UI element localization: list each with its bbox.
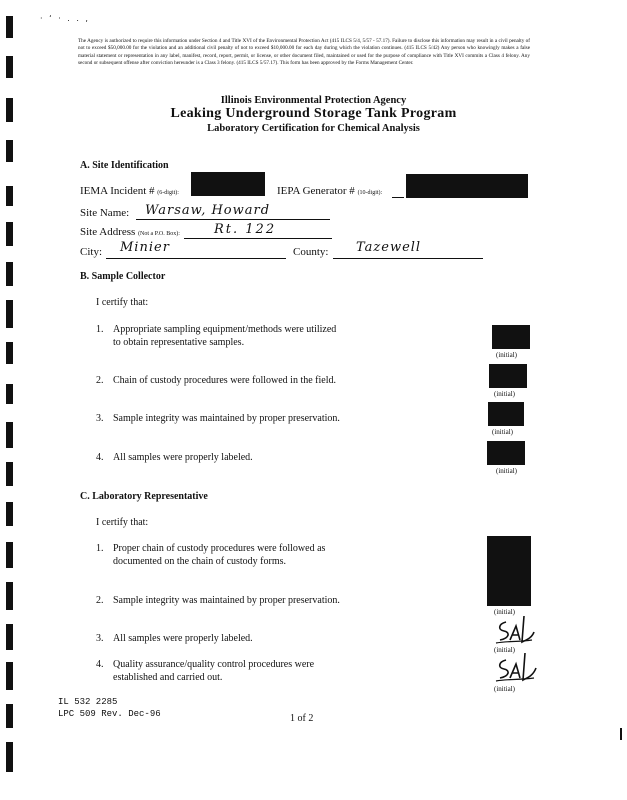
- initial-signature: [492, 650, 538, 686]
- collector-initial-box[interactable]: [492, 325, 530, 349]
- site-address-field[interactable]: [184, 238, 332, 239]
- scan-edge-mark: [6, 16, 13, 38]
- lab-item-text: Quality assurance/quality control procedures were: [113, 659, 315, 670]
- county-field[interactable]: [333, 258, 483, 259]
- collector-item-text: to obtain representative samples.: [113, 337, 245, 348]
- iepa-underline: [392, 197, 404, 198]
- lab-initial-box[interactable]: [487, 536, 531, 606]
- collector-item-text: All samples were properly labeled.: [113, 452, 253, 463]
- scan-edge-mark: [6, 582, 13, 610]
- collector-initial-box[interactable]: [488, 402, 524, 426]
- iepa-generator-field[interactable]: [406, 174, 528, 198]
- initial-label: (initial): [494, 646, 515, 654]
- scan-edge-mark: [6, 502, 13, 526]
- collector-item-text: Chain of custody procedures were followed in the field.: [113, 375, 336, 386]
- lab-item-num: 2.: [96, 595, 104, 606]
- program-title: Leaking Underground Storage Tank Program: [170, 106, 457, 121]
- lab-item-text: Proper chain of custody procedures were followed as: [113, 543, 326, 554]
- legal-disclaimer: The Agency is authorized to require this information under Section 4 and Title XVI of the Environmental Protection Act (415 ILCS 5/4, 5/57 - 57.17). Failure to disclose this information may result in a civil penalty of not to exceed $50,000.00 for the violation and an additional civil penalty of not to exceed $10,000.00 for each day during which the violation continues. (415 ILCS 5/42) Any person who knowingly makes a false material statement or representation in any label, manifest, record, report, permit, or license, or other document filed, maintained or used for the purpose of compliance with Title XVI commits a Class 4 felony. Any second or subsequent offense after conviction hereunder is a Class 3 felony. (415 ILCS 5/57.17). This form has been approved by the Forms Management Center.: [78, 38, 530, 66]
- site-identification-heading: A. Site Identification: [80, 160, 169, 171]
- scan-edge-mark: [6, 262, 13, 286]
- site-name-label: Site Name:: [80, 207, 130, 219]
- scan-edge-mark: [6, 342, 13, 364]
- iepa-generator-label: IEPA Generator # (10-digit):: [277, 185, 383, 197]
- collector-item-num: 1.: [96, 324, 104, 335]
- county-value: Tazewell: [356, 240, 422, 255]
- collector-item-text: Sample integrity was maintained by proper preservation.: [113, 413, 340, 424]
- collector-initial-box[interactable]: [487, 441, 525, 465]
- lab-item-num: 1.: [96, 543, 104, 554]
- collector-item-num: 2.: [96, 375, 104, 386]
- collector-certify: I certify that:: [96, 297, 149, 308]
- scan-edge-mark: [6, 662, 13, 690]
- scan-edge-mark: [6, 742, 13, 772]
- collector-item-num: 3.: [96, 413, 104, 424]
- collector-item-num: 4.: [96, 452, 104, 463]
- scan-edge-mark: [6, 300, 13, 328]
- collector-item-text: Appropriate sampling equipment/methods were utilized: [113, 324, 337, 335]
- scan-edge-mark: [6, 186, 13, 206]
- scan-edge-mark: [6, 56, 13, 78]
- lab-item-num: 3.: [96, 633, 104, 644]
- form-title: Laboratory Certification for Chemical Analysis: [207, 123, 420, 134]
- site-name-field[interactable]: [136, 219, 330, 220]
- initial-label: (initial): [496, 467, 517, 475]
- initial-label: (initial): [492, 428, 513, 436]
- lab-representative-heading: C. Laboratory Representative: [80, 491, 208, 502]
- form-revision: LPC 509 Rev. Dec-96: [58, 709, 161, 719]
- scan-edge-mark: [6, 222, 13, 246]
- page-number: 1 of 2: [290, 713, 314, 724]
- scan-edge-mark: [6, 624, 13, 650]
- scan-edge-mark: [6, 384, 13, 404]
- lab-item-text: documented on the chain of custody forms.: [113, 556, 287, 567]
- agency-name: Illinois Environmental Protection Agency: [220, 95, 407, 106]
- iema-incident-label: IEMA Incident # (6-digit):: [80, 185, 179, 197]
- iema-incident-field[interactable]: [191, 172, 265, 196]
- scan-edge-mark: [6, 462, 13, 486]
- city-label: City:: [80, 246, 103, 258]
- lab-item-text: All samples were properly labeled.: [113, 633, 253, 644]
- lab-certify: I certify that:: [96, 517, 149, 528]
- city-field[interactable]: [106, 258, 286, 259]
- initial-signature: [492, 612, 536, 648]
- scan-edge-mark: [6, 422, 13, 448]
- scan-corner-mark: · ‘ · . . ,: [40, 14, 90, 23]
- initial-label: (initial): [494, 608, 515, 616]
- initial-label: (initial): [496, 351, 517, 359]
- sample-collector-heading: B. Sample Collector: [80, 271, 166, 282]
- scan-edge-mark: [6, 704, 13, 728]
- site-address-label: Site Address (Not a P.O. Box):: [80, 226, 180, 238]
- site-address-value: Rt. 122: [214, 222, 277, 237]
- initial-label: (initial): [494, 390, 515, 398]
- scan-edge-mark: [6, 140, 13, 162]
- county-label: County:: [293, 246, 329, 258]
- form-id: IL 532 2285: [58, 697, 118, 707]
- site-name-value: Warsaw, Howard: [145, 203, 271, 218]
- lab-item-text: established and carried out.: [113, 672, 223, 683]
- collector-initial-box[interactable]: [489, 364, 527, 388]
- city-value: Minier: [120, 240, 170, 255]
- scan-edge-mark: [6, 542, 13, 568]
- initial-label: (initial): [494, 685, 515, 693]
- scan-edge-mark: [620, 728, 622, 740]
- lab-item-text: Sample integrity was maintained by proper preservation.: [113, 595, 340, 606]
- lab-item-num: 4.: [96, 659, 104, 670]
